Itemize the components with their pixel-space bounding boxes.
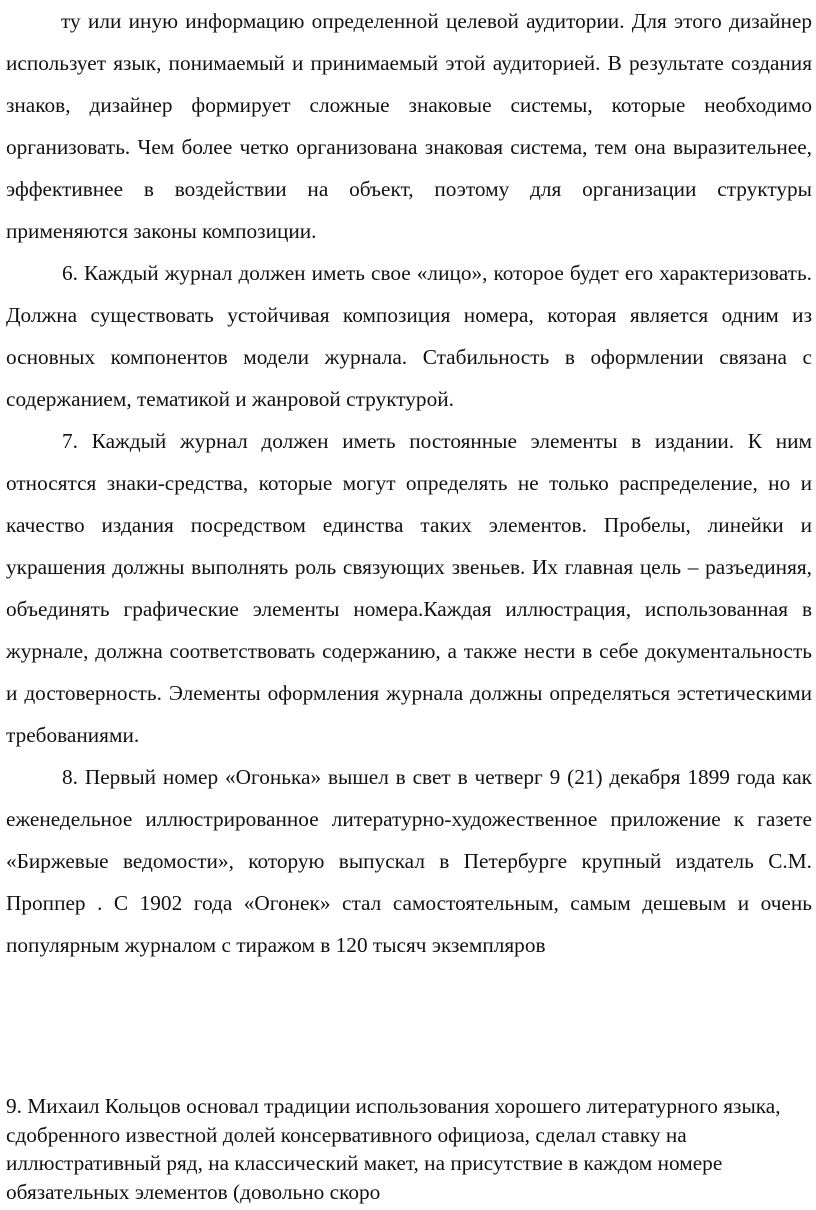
tail-text-block [6,1092,796,1206]
paragraph-9: 9. Михаил Кольцов основал традиции использования хорошего литературного языка, сдобренного известной долей консервативного официоза, сделал ставку на иллюстративный ряд, на классический макет, на присутствие в каждом номере обязательных элементов (довольно скоро [6,1094,781,1204]
paragraph-6: 6. Каждый журнал должен иметь свое «лицо», которое будет его характеризовать. Должна существовать устойчивая композиция номера, которая является одним из основных компонентов модели журнала. Стабильность в оформлении связана с содержанием, тематикой и жанровой структурой. [6,261,812,411]
main-text-block [6,0,812,966]
paragraph-continued: ту или иную информацию определенной целевой аудитории. Для этого дизайнер использует язык, понимаемый и принимаемый этой аудиторией. В результате создания знаков, дизайнер формирует сложные знаковые системы, которые необходимо организовать. Чем более четко организована знаковая система, тем она выразительнее, эффективнее в воздействии на объект, поэтому для организации структуры применяются законы композиции. [6,9,812,243]
paragraph-8: 8. Первый номер «Огонька» вышел в свет в четверг 9 (21) декабря 1899 года как еженедельное иллюстрированное литературно-художественное приложение к газете «Биржевые ведомости», которую выпускал в Петербурге крупный издатель С.М. Проппер . С 1902 года «Огонек» стал самостоятельным, самым дешевым и очень популярным журналом с тиражом в 120 тысяч экземпляров [6,765,812,957]
paragraph-7: 7. Каждый журнал должен иметь постоянные элементы в издании. К ним относятся знаки-средства, которые могут определять не только распределение, но и качество издания посредством единства таких элементов. Пробелы, линейки и украшения должны выполнять роль связующих звеньев. Их главная цель – разъединяя, объединять графические элементы номера.Каждая иллюстрация, использованная в журнале, должна соответствовать содержанию, а также нести в себе документальность и достоверность. Элементы оформления журнала должны определяться эстетическими требованиями. [6,429,812,747]
